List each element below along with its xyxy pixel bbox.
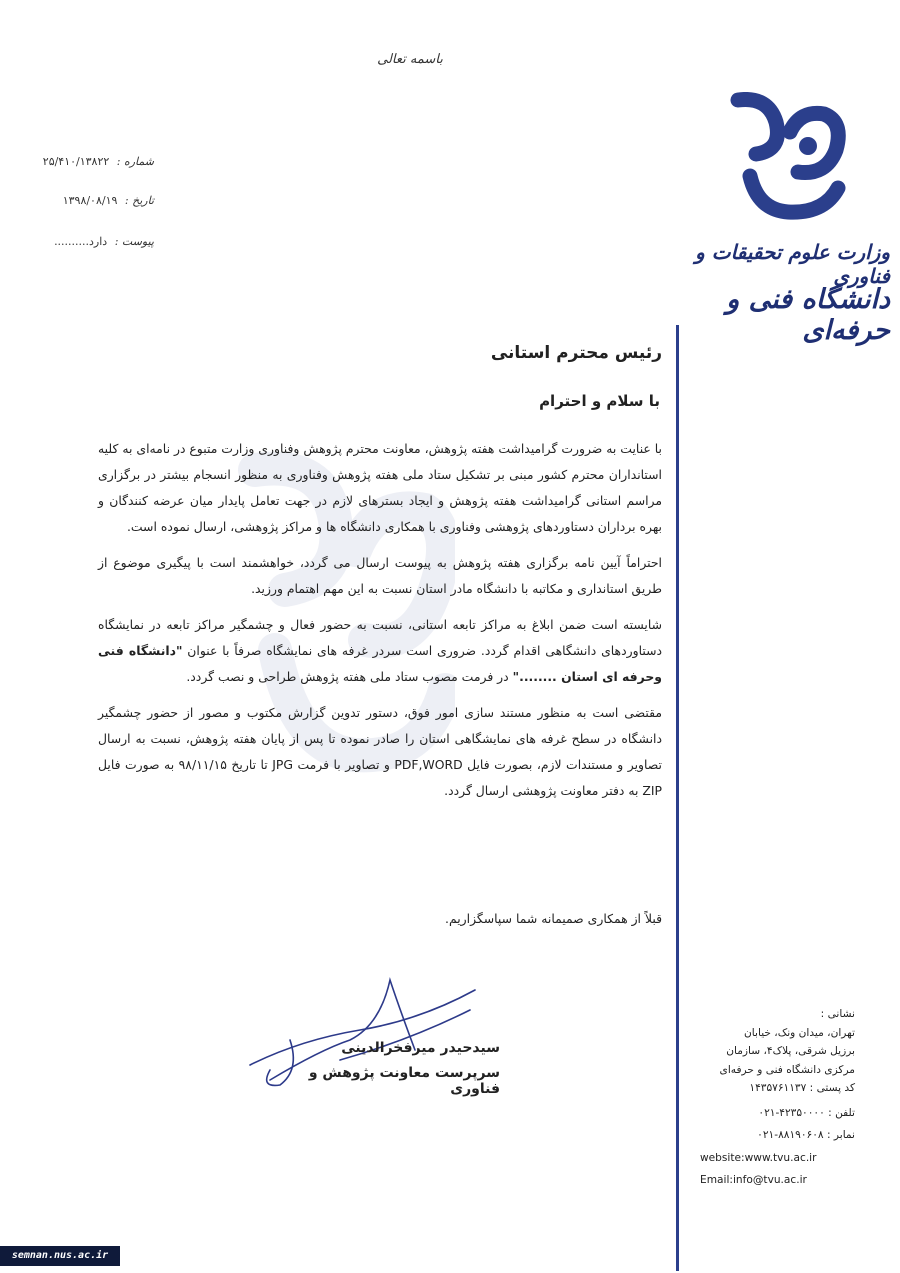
paragraph-3	[98, 612, 662, 690]
letter-attachment-value: دارد..........	[54, 235, 108, 248]
postal-code-value: ۱۴۳۵۷۶۱۱۳۷	[749, 1082, 807, 1094]
margin-divider	[676, 325, 679, 1271]
source-badge: semnan.nus.ac.ir	[0, 1246, 120, 1266]
greeting: با سلام و احترام	[539, 392, 660, 410]
ministry-name: وزارت علوم تحقیقات و فناوری	[695, 240, 890, 288]
letter-date-value: ۱۳۹۸/۰۸/۱۹	[62, 194, 118, 207]
paragraph-2: احتراماً آیین نامه برگزاری هفته پژوهش به پیوست ارسال می گردد، خواهشمند است با پیگیری موضوع از طریق استانداری و مکاتبه با دانشگاه مادر استان نسبت به این مهم اهتمام ورزید.	[98, 555, 662, 596]
paragraph-1: با عنایت به ضرورت گرامیداشت هفته پژوهش، معاونت محترم پژوهش وفناوری وزارت متبوع در نامه‌ای به کلیه استانداران محترم کشور مبنی بر تشکیل ستاد ملی هفته پژوهش وفناوری به منظور انسجام بیشتر در برگزاری مراسم استانی گرامیداشت هفته پژوهش و ایجاد بسترهای لازم در جهت تعامل پایدار میان عرضه کنندگان و بهره برداران دستاوردهای پژوهشی وفناوری با همکاری دانشگاه ها و مراکز پژوهشی، ارسال نموده است.	[98, 441, 662, 534]
fax-label: نمابر :	[826, 1129, 855, 1141]
paragraph-3-booth-title: "دانشگاه فنی وحرفه ای استان ........"	[98, 643, 662, 684]
university-name: دانشگاه فنی و حرفه‌ای	[726, 284, 890, 346]
university-logo-icon	[728, 92, 848, 227]
address-line-3: مرکزی دانشگاه فنی و حرفه‌ای	[719, 1063, 855, 1076]
address-label: نشانی :	[820, 1008, 855, 1020]
email-link[interactable]: Email:info@tvu.ac.ir	[700, 1174, 807, 1186]
contact-block	[700, 1005, 855, 1190]
signer-name: سیدحیدر میرفخرالدینی	[341, 1040, 500, 1056]
address-line-1: تهران، میدان ونک، خیابان	[744, 1026, 855, 1039]
paragraph-3-part-a: شایسته است ضمن ابلاغ به مراکز تابعه استانی، نسبت به حضور فعال و چشمگیر مراکز تابعه در نمایشگاه دستاوردهای دانشگاهی اقدام گردد. ضروری است سردر غرفه های نمایشگاه صرفاً با عنوان	[98, 617, 662, 658]
letter-date	[24, 194, 154, 207]
postal-code-label: کد پستی :	[809, 1082, 855, 1094]
letter-attachment	[24, 235, 154, 248]
fax-value: ۰۲۱-۸۸۱۹۰۶۰۸	[757, 1129, 824, 1141]
address-line-2: برزیل شرقی، پلاک۴، سازمان	[726, 1045, 855, 1057]
closing-line: قبلاً از همکاری صمیمانه شما سپاسگزاریم.	[445, 911, 662, 926]
signer-role: سرپرست معاونت پژوهش و فناوری	[308, 1065, 500, 1097]
phone-label: تلفن :	[828, 1106, 855, 1119]
bismillah: باسمه تعالی	[377, 52, 443, 67]
paragraph-3-part-b: در فرمت مصوب ستاد ملی هفته پژوهش طراحی و نصب گردد.	[186, 669, 509, 684]
recipient-title: رئیس محترم استانی	[490, 343, 662, 363]
letter-number	[24, 155, 154, 168]
letter-date-label: تاریخ :	[124, 194, 154, 207]
letter-attachment-label: پیوست :	[114, 235, 154, 248]
phone-value: ۰۲۱-۴۲۳۵۰۰۰۰	[758, 1106, 825, 1119]
phone	[700, 1104, 855, 1123]
paragraph-4: مقتضی است به منظور مستند سازی امور فوق، دستور تدوین گزارش مکتوب و مصور از حضور چشمگیر دانشگاه در سطح غرفه های نمایشگاهی استان را صادر نموده تا پس از پایان هفته پژوهش، نسبت به ارسال تصاویر و مستندات لازم، بصورت فایل PDF,WORD و تصاویر با فرمت JPG تا تاریخ ۹۸/۱۱/۱۵ به صورت فایل ZIP به دفتر معاونت پژوهشی ارسال گردد.	[98, 705, 662, 798]
letter-number-label: شماره :	[116, 155, 154, 168]
letter-body	[98, 436, 662, 814]
website-link[interactable]: website:www.tvu.ac.ir	[700, 1151, 817, 1164]
postal-code	[700, 1079, 855, 1098]
letter-number-value: ۲۵/۴۱۰/۱۳۸۲۲	[42, 155, 110, 168]
fax	[700, 1126, 855, 1145]
